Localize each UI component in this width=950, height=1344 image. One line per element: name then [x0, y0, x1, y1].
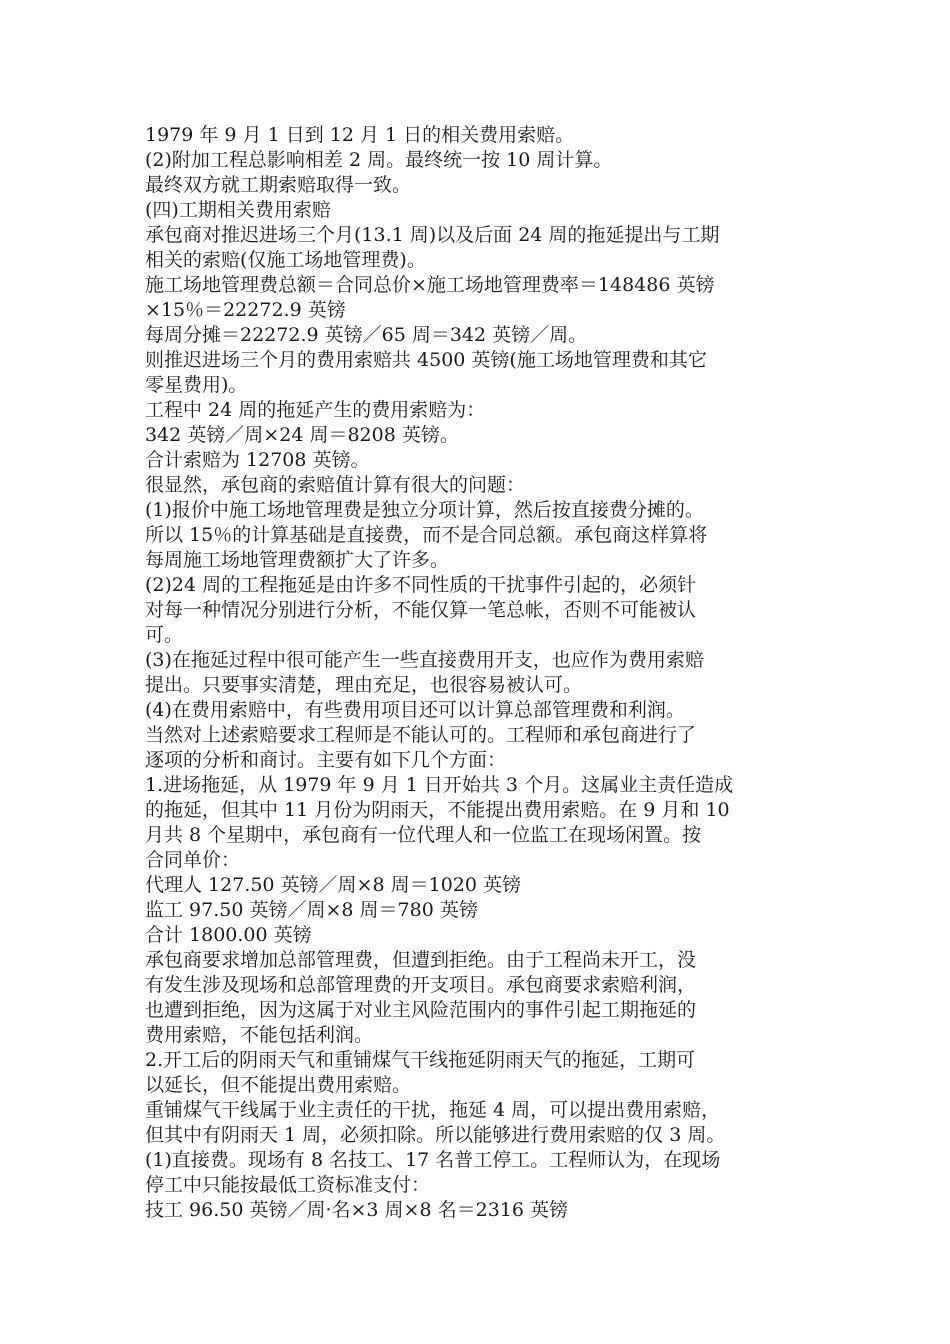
text-line: 提出。只要事实清楚，理由充足，也很容易被认可。 [145, 674, 583, 696]
text-line: 承包商要求增加总部管理费，但遭到拒绝。由于工程尚未开工，没 [145, 949, 697, 971]
text-line: 重铺煤气干线属于业主责任的干扰，拖延 4 周，可以提出费用索赔， [145, 1099, 721, 1121]
section-heading: (四)工期相关费用索赔 [145, 199, 331, 221]
text-line: 1.进场拖延，从 1979 年 9 月 1 日开始共 3 个月。这属业主责任造成 [145, 774, 734, 796]
text-line: 逐项的分析和商讨。主要有如下几个方面： [145, 749, 507, 771]
text-line: ×15％＝22272.9 英镑 [145, 299, 346, 321]
text-line: 对每一种情况分别进行分析，不能仅算一笔总帐，否则不可能被认 [145, 599, 697, 621]
text-line: (1)报价中施工场地管理费是独立分项计算，然后按直接费分摊的。 [145, 499, 704, 521]
document-body [145, 123, 810, 1223]
text-line: 技工 96.50 英镑／周·名×3 周×8 名＝2316 英镑 [145, 1199, 569, 1221]
text-line: 有发生涉及现场和总部管理费的开支项目。承包商要求索赔利润， [145, 974, 697, 996]
text-line: 2.开工后的阴雨天气和重铺煤气干线拖延阴雨天气的拖延，工期可 [145, 1049, 696, 1071]
text-line: (2)附加工程总影响相差 2 周。最终统一按 10 周计算。 [145, 149, 613, 171]
text-line: 承包商对推迟进场三个月(13.1 周)以及后面 24 周的拖延提出与工期 [145, 224, 720, 246]
text-line: 合计索赔为 12708 英镑。 [145, 449, 370, 471]
text-line: 当然对上述索赔要求工程师是不能认可的。工程师和承包商进行了 [145, 724, 697, 746]
text-line: 停工中只能按最低工资标准支付： [145, 1174, 431, 1196]
text-line: 也遭到拒绝，因为这属于对业主风险范围内的事件引起工期拖延的 [145, 999, 697, 1021]
text-line: 很显然，承包商的索赔值计算有很大的问题： [145, 474, 526, 496]
text-line: 监工 97.50 英镑／周×8 周＝780 英镑 [145, 899, 478, 921]
text-line: 1979 年 9 月 1 日到 12 月 1 日的相关费用索赔。 [145, 124, 575, 146]
text-line: 每周施工场地管理费额扩大了许多。 [145, 549, 450, 571]
text-line: 所以 15％的计算基础是直接费，而不是合同总额。承包商这样算将 [145, 524, 708, 546]
text-line: 合计 1800.00 英镑 [145, 924, 312, 946]
text-line: 零星费用)。 [145, 374, 248, 396]
text-line: (3)在拖延过程中很可能产生一些直接费用开支，也应作为费用索赔 [145, 649, 704, 671]
text-line: 代理人 127.50 英镑／周×8 周＝1020 英镑 [145, 874, 522, 896]
text-line: 施工场地管理费总额＝合同总价×施工场地管理费率＝148486 英镑 [145, 274, 715, 296]
text-line: 合同单价： [145, 849, 241, 871]
text-line: 费用索赔，不能包括利润。 [145, 1024, 374, 1046]
text-line: 每周分摊＝22272.9 英镑／65 周＝342 英镑／周。 [145, 324, 588, 346]
text-line: (1)直接费。现场有 8 名技工、17 名普工停工。工程师认为，在现场 [145, 1149, 721, 1171]
text-line: 工程中 24 周的拖延产生的费用索赔为： [145, 399, 486, 421]
text-line: 月共 8 个星期中，承包商有一位代理人和一位监工在现场闲置。按 [145, 824, 702, 846]
text-line: 342 英镑／周×24 周＝8208 英镑。 [145, 424, 459, 446]
text-line: (4)在费用索赔中，有些费用项目还可以计算总部管理费和利润。 [145, 699, 685, 721]
text-line: 的拖延，但其中 11 月份为阴雨天，不能提出费用索赔。在 9 月和 10 [145, 799, 730, 821]
text-line: (2)24 周的工程拖延是由许多不同性质的干扰事件引起的，必须针 [145, 574, 697, 596]
text-line: 则推迟进场三个月的费用索赔共 4500 英镑(施工场地管理费和其它 [145, 349, 707, 371]
text-line: 以延长，但不能提出费用索赔。 [145, 1074, 412, 1096]
text-line: 可。 [145, 624, 184, 646]
text-line: 相关的索赔(仅施工场地管理费)。 [145, 249, 426, 271]
text-line: 最终双方就工期索赔取得一致。 [145, 174, 412, 196]
text-line: 但其中有阴雨天 1 周，必须扣除。所以能够进行费用索赔的仅 3 周。 [145, 1124, 726, 1146]
